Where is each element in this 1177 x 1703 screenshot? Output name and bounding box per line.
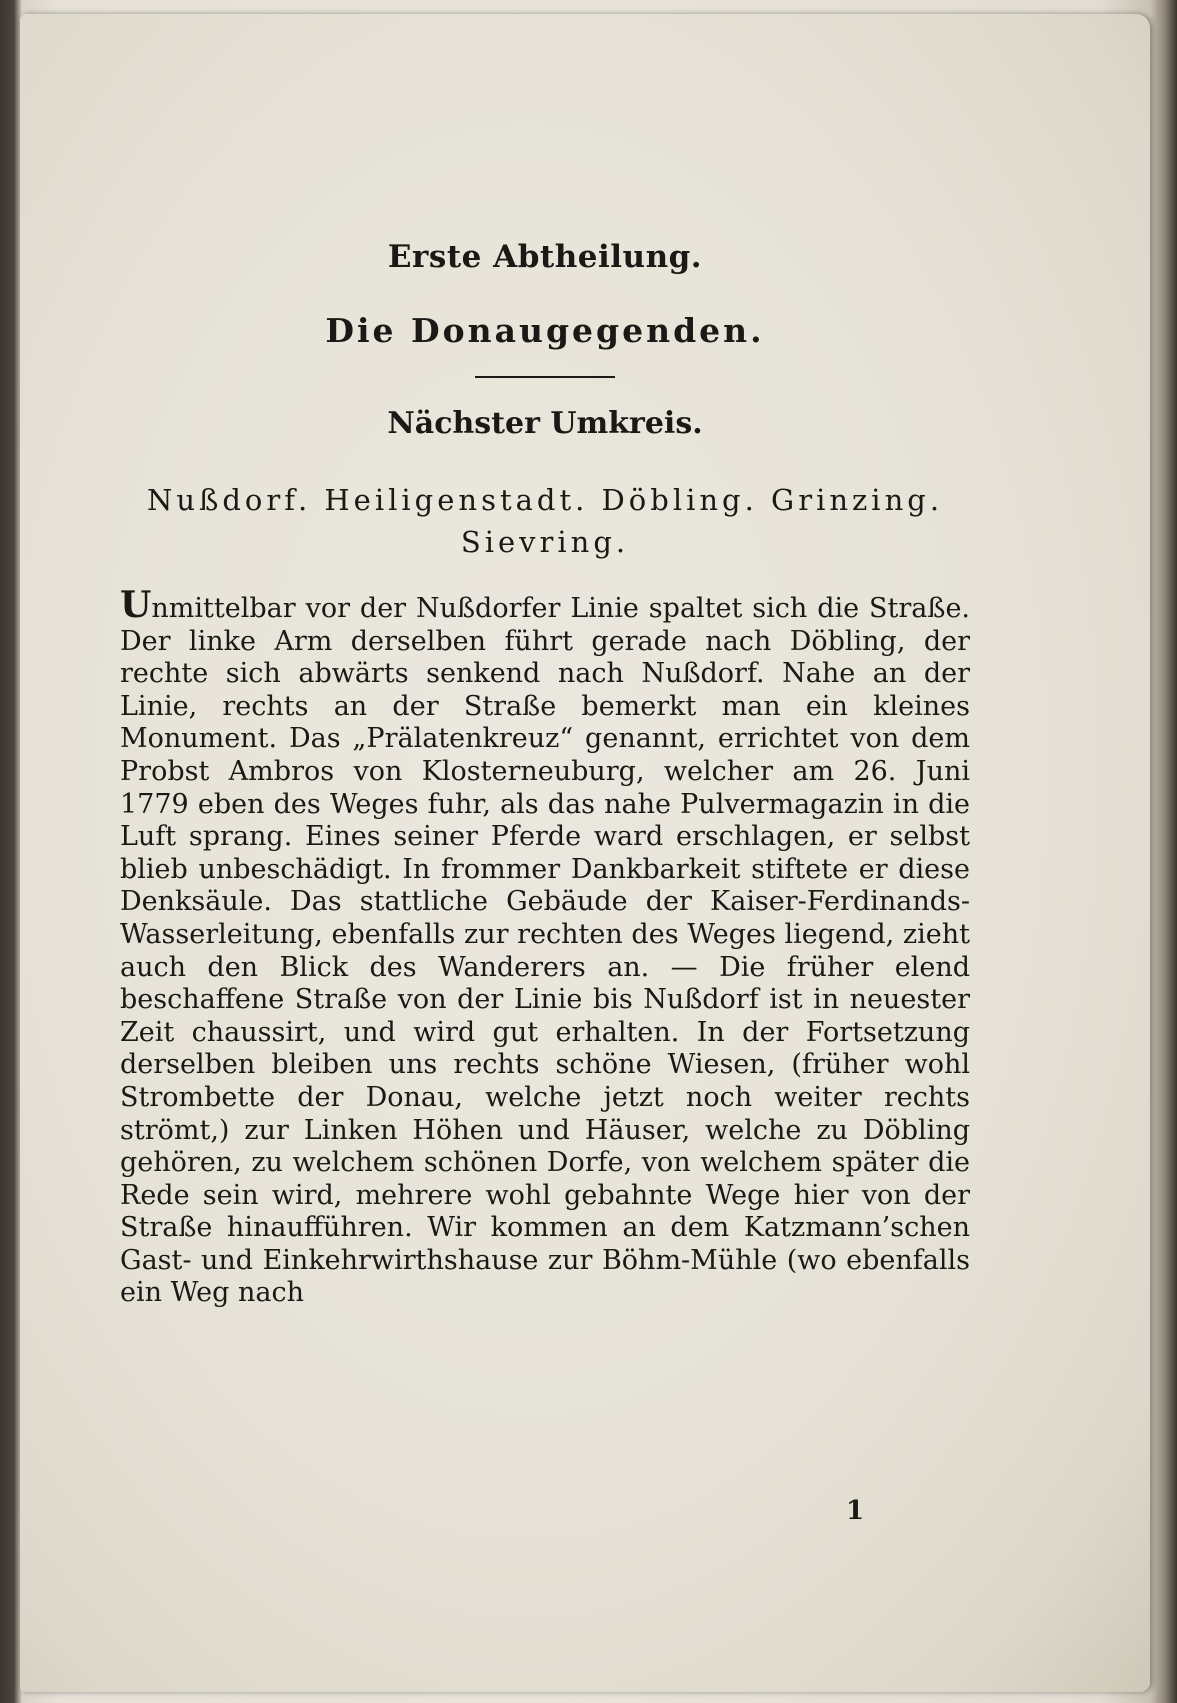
subsection-heading: Nächster Umkreis. — [387, 406, 703, 441]
title-divider — [475, 376, 615, 378]
initial-letter: U — [120, 584, 152, 626]
body-paragraph — [120, 584, 970, 1310]
section-heading: Erste Abtheilung. — [387, 239, 703, 275]
places-heading: Nußdorf. Heiligenstadt. Döbling. Grinzing. Sievring. — [146, 483, 944, 559]
chapter-title: Die Donaugegenden. — [325, 311, 765, 350]
body-text: nmittelbar vor der Nußdorfer Linie spaltet sich die Straße. Der linke Arm derselben führt gerade nach Döbling, der rechte sich abwärts senkend nach Nußdorf. Nahe an der Linie, rechts an der Straße bemerkt man ein kleines Monument. Das „Prälatenkreuz“ genannt, errichtet von dem Probst Ambros von Klosterneuburg, welcher am 26. Juni 1779 eben des Weges fuhr, als das nahe Pulvermagazin in die Luft sprang. Eines seiner Pferde ward erschlagen, er selbst blieb unbeschädigt. In frommer Dankbarkeit stiftete er diese Denksäule. Das stattliche Gebäude der Kaiser-Ferdinands-Wasserleitung, ebenfalls zur rechten des Weges liegend, zieht auch den Blick des Wanderers an. — Die früher elend beschaffene Straße von der Linie bis Nußdorf ist in neuester Zeit chaussirt, und wird gut erhalten. In der Fortsetzung derselben bleiben uns rechts schöne Wiesen, (früher wohl Strombette der Donau, welche jetzt noch weiter rechts strömt,) zur Linken Höhen und Häuser, welche zu Döbling gehören, zu welchem schönen Dorfe, von welchem später die Rede sein wird, mehrere wohl gebahnte Wege hier von der Straße hinaufführen. Wir kommen an dem Katzmann’schen Gast- und Einkehrwirthshause zur Böhm-Mühle (wo ebenfalls ein Weg nach — [120, 593, 970, 1309]
text-block — [120, 239, 970, 1310]
book-page — [20, 14, 1150, 1692]
page-number: 1 — [846, 1496, 865, 1526]
